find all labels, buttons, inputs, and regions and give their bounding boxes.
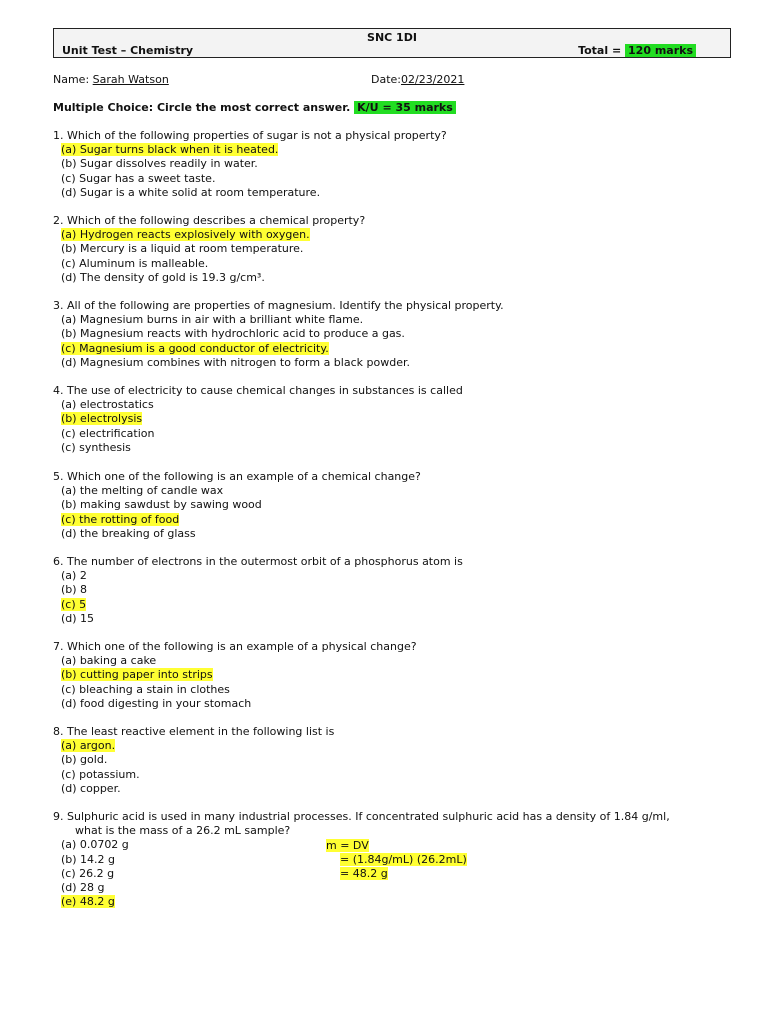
answer-option: (a) the melting of candle wax xyxy=(61,484,224,498)
answer-option: (d) Magnesium combines with nitrogen to form a black powder. xyxy=(61,355,410,369)
answer-option: (c) bleaching a stain in clothes xyxy=(61,682,230,696)
answer-option: (a) baking a cake xyxy=(61,654,157,668)
answer-option: (d) 15 xyxy=(61,611,95,625)
answer-option-row xyxy=(53,327,743,341)
question-1 xyxy=(53,129,743,200)
answer-option-selected: (c) Magnesium is a good conductor of electricity. xyxy=(61,341,329,355)
question-2 xyxy=(53,214,743,285)
answer-option: (b) gold. xyxy=(61,753,108,767)
answer-option-row xyxy=(53,257,743,271)
answer-option-row xyxy=(53,768,743,782)
answer-option-row xyxy=(53,881,743,895)
question-prompt: 1. Which of the following properties of sugar is not a physical property? xyxy=(53,129,447,142)
answer-option-row xyxy=(53,739,743,753)
answer-option: (c) electrification xyxy=(61,426,155,440)
student-info-row xyxy=(53,73,731,89)
answer-option: (a) electrostatics xyxy=(61,398,154,412)
answer-option: (d) 28 g xyxy=(61,880,105,894)
question-prompt: 2. Which of the following describes a chemical property? xyxy=(53,214,366,227)
answer-option-row xyxy=(53,398,743,412)
answer-option-selected: (b) electrolysis xyxy=(61,412,143,426)
answer-option-row xyxy=(53,782,743,796)
answer-option-row xyxy=(53,612,743,626)
total-marks xyxy=(578,44,696,57)
question-4 xyxy=(53,384,743,455)
answer-option: (d) the breaking of glass xyxy=(61,526,196,540)
total-value: 120 marks xyxy=(625,44,696,57)
question-8 xyxy=(53,725,743,796)
answer-option-row xyxy=(53,753,743,767)
answer-option-row xyxy=(53,172,743,186)
question-7 xyxy=(53,640,743,711)
answer-option: (a) 0.0702 g xyxy=(61,838,129,852)
test-title: Unit Test – Chemistry xyxy=(62,44,194,57)
answer-option: (c) potassium. xyxy=(61,767,140,781)
answer-option-selected: (c) 5 xyxy=(61,597,87,611)
answer-option-row xyxy=(53,683,743,697)
answer-option: (d) The density of gold is 19.3 g/cm³. xyxy=(61,270,265,284)
question-prompt: 6. The number of electrons in the outermost orbit of a phosphorus atom is xyxy=(53,555,463,568)
test-date xyxy=(371,73,464,86)
answer-option-row xyxy=(53,441,743,455)
question-5 xyxy=(53,470,743,541)
answer-option-row xyxy=(53,583,743,597)
total-label: Total = xyxy=(578,44,622,57)
answer-option-row xyxy=(53,569,743,583)
answer-option-row xyxy=(53,697,743,711)
question-prompt: 7. Which one of the following is an example of a physical change? xyxy=(53,640,417,653)
answer-option-row xyxy=(53,527,743,541)
answer-option-row xyxy=(53,498,743,512)
answer-option-selected: (a) Sugar turns black when it is heated. xyxy=(61,143,279,157)
answer-option-row xyxy=(53,228,743,242)
answer-option: (b) 8 xyxy=(61,583,88,597)
header-box xyxy=(53,28,731,58)
answer-option-selected: (c) the rotting of food xyxy=(61,512,180,526)
answer-option-selected: (e) 48.2 g xyxy=(61,895,115,909)
course-code: SNC 1DI xyxy=(367,31,417,44)
question-3 xyxy=(53,299,743,370)
answer-option: (c) synthesis xyxy=(61,440,131,454)
calculation-line: = 48.2 g xyxy=(340,867,388,881)
answer-option: (a) Magnesium burns in air with a brilliant white flame. xyxy=(61,313,364,327)
instructions-text: Multiple Choice: Circle the most correct answer. xyxy=(53,101,351,114)
answer-option-row xyxy=(53,412,743,426)
answer-option-row xyxy=(53,313,743,327)
answer-option: (c) Aluminum is malleable. xyxy=(61,256,209,270)
instructions-marks: K/U = 35 marks xyxy=(354,101,456,114)
answer-option-row xyxy=(53,157,743,171)
answer-option-selected: (a) Hydrogen reacts explosively with oxygen. xyxy=(61,228,310,242)
calculation-line: m = DV xyxy=(326,839,369,852)
answer-option-row xyxy=(53,242,743,256)
answer-option-row xyxy=(53,598,743,612)
answer-option-row xyxy=(53,271,743,285)
student-name xyxy=(53,73,169,86)
name-label: Name: xyxy=(53,73,90,86)
answer-option: (d) food digesting in your stomach xyxy=(61,696,252,710)
question-6 xyxy=(53,555,743,626)
answer-option: (a) 2 xyxy=(61,569,87,583)
question-prompt: 3. All of the following are properties of magnesium. Identify the physical property. xyxy=(53,299,504,312)
answer-option-selected: (b) cutting paper into strips xyxy=(61,668,213,682)
answer-option-row xyxy=(53,342,743,356)
answer-option-row xyxy=(53,513,743,527)
answer-option: (d) Sugar is a white solid at room temperature. xyxy=(61,185,321,199)
answer-option-row xyxy=(53,668,743,682)
answer-option-selected: (a) argon. xyxy=(61,739,116,753)
answer-option-row xyxy=(53,654,743,668)
calculation-work xyxy=(326,839,467,882)
instructions xyxy=(53,101,456,114)
question-prompt: 5. Which one of the following is an example of a chemical change? xyxy=(53,470,421,483)
answer-option: (b) 14.2 g xyxy=(61,852,116,866)
answer-option-row xyxy=(53,143,743,157)
answer-option-row xyxy=(53,186,743,200)
answer-option-row xyxy=(53,427,743,441)
answer-option-row xyxy=(53,484,743,498)
question-prompt: 8. The least reactive element in the following list is xyxy=(53,725,335,738)
answer-option: (d) copper. xyxy=(61,781,121,795)
date-label: Date: xyxy=(371,73,401,86)
answer-option: (c) 26.2 g xyxy=(61,866,115,880)
question-prompt: 4. The use of electricity to cause chemical changes in substances is called xyxy=(53,384,463,397)
answer-option: (b) Magnesium reacts with hydrochloric acid to produce a gas. xyxy=(61,327,405,341)
calculation-line: = (1.84g/mL) (26.2mL) xyxy=(340,853,467,867)
answer-option-row xyxy=(53,356,743,370)
answer-option-row xyxy=(53,895,743,909)
answer-option: (c) Sugar has a sweet taste. xyxy=(61,171,216,185)
name-value: Sarah Watson xyxy=(92,73,169,86)
question-prompt: what is the mass of a 26.2 mL sample? xyxy=(75,824,291,838)
question-prompt: 9. Sulphuric acid is used in many industrial processes. If concentrated sulphuric acid has a density of 1.84 g/ml, xyxy=(53,810,670,823)
answer-option: (b) making sawdust by sawing wood xyxy=(61,498,262,512)
answer-option: (b) Mercury is a liquid at room temperature. xyxy=(61,242,304,256)
answer-option: (b) Sugar dissolves readily in water. xyxy=(61,157,258,171)
date-value: 02/23/2021 xyxy=(401,73,465,86)
